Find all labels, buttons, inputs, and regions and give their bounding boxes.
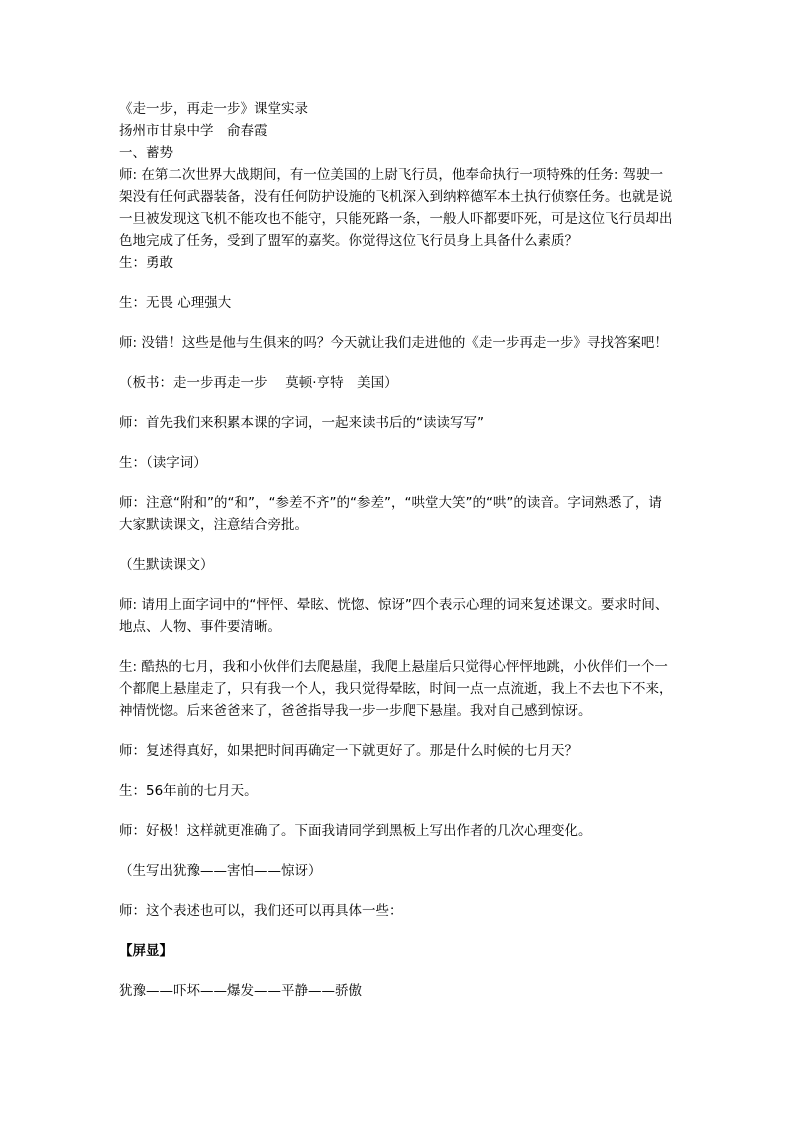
- paragraph-psychology-task: 师：好极！这样就更准确了。下面我请同学到黑板上写出作者的几次心理变化。: [119, 823, 592, 839]
- paragraph-pronunciation: 师：注意“附和”的“和”，“参差不齐”的“参差”，“哄堂大笑”的“哄”的读音。字词熟悉了，请大家默读课文，注意结合旁批。: [119, 495, 662, 533]
- paragraph-student-answer-1: 生：勇敢: [119, 255, 173, 271]
- paragraph-student-answer-2: 生：无畏 心理强大: [119, 295, 232, 311]
- paragraph-student-retell: 生: 酷热的七月，我和小伙伴们去爬悬崖，我爬上悬崖后只觉得心怦怦地跳，小伙伴们一个一个都爬上悬崖走了，只有我一个人，我只觉得晕眩，时间一点一点流逝，我上不去也下不来，神情恍惚。后来爸爸来了，爸爸指导我一步一步爬下悬崖。我对自己感到惊讶。: [119, 659, 673, 719]
- paragraph-blackboard-note: （板书：走一步再走一步 莫顿·亨特 美国）: [119, 375, 398, 391]
- paragraph-teacher-detail: 师：这个表述也可以，我们还可以再具体一些：: [119, 903, 403, 919]
- document-title: 《走一步，再走一步》课堂实录: [119, 101, 308, 117]
- paragraph-teacher-intro: 师: 在第二次世界大战期间，有一位美国的上尉飞行员，他奉命执行一项特殊的任务: 驾驶一架没有任何武器装备，没有任何防护设施的飞机深入到纳粹德军本土执行侦察任务。也就是说一旦被发现这飞机不能攻也不能守，只能死路一条，一般人吓都要吓死，可是这位飞行员却出色地完成了任务，受到了盟军的嘉奖。你觉得这位飞行员身上具备什么素质？: [119, 167, 673, 249]
- paragraph-student-time: 生：56年前的七月天。: [119, 783, 258, 799]
- paragraph-silent-reading: （生默读课文）: [119, 557, 214, 573]
- author-line: 扬州市甘泉中学 俞春霞: [119, 123, 268, 139]
- paragraph-vocabulary-intro: 师：首先我们来积累本课的字词，一起来读书后的“读读写写”: [119, 415, 484, 431]
- paragraph-teacher-transition: 师: 没错！这些是他与生俱来的吗？今天就让我们走进他的《走一步再走一步》寻找答案吧！: [119, 335, 668, 351]
- paragraph-emotion-sequence: 犹豫——吓坏——爆发——平静——骄傲: [119, 983, 362, 999]
- paragraph-retell-task: 师: 请用上面字词中的“怦怦、晕眩、恍惚、惊讶”四个表示心理的词来复述课文。要求时间、地点、人物、事件要清晰。: [119, 597, 669, 635]
- section-heading: 一、蓄势: [119, 145, 173, 161]
- paragraph-teacher-feedback: 师：复述得真好，如果把时间再确定一下就更好了。那是什么时候的七月天？: [119, 743, 578, 759]
- paragraph-student-writing: （生写出犹豫——害怕——惊讶）: [119, 863, 322, 879]
- paragraph-screen-display: 【屏显】: [119, 943, 173, 959]
- document-body: [119, 98, 675, 1002]
- paragraph-read-words: 生：（读字词）: [119, 455, 207, 471]
